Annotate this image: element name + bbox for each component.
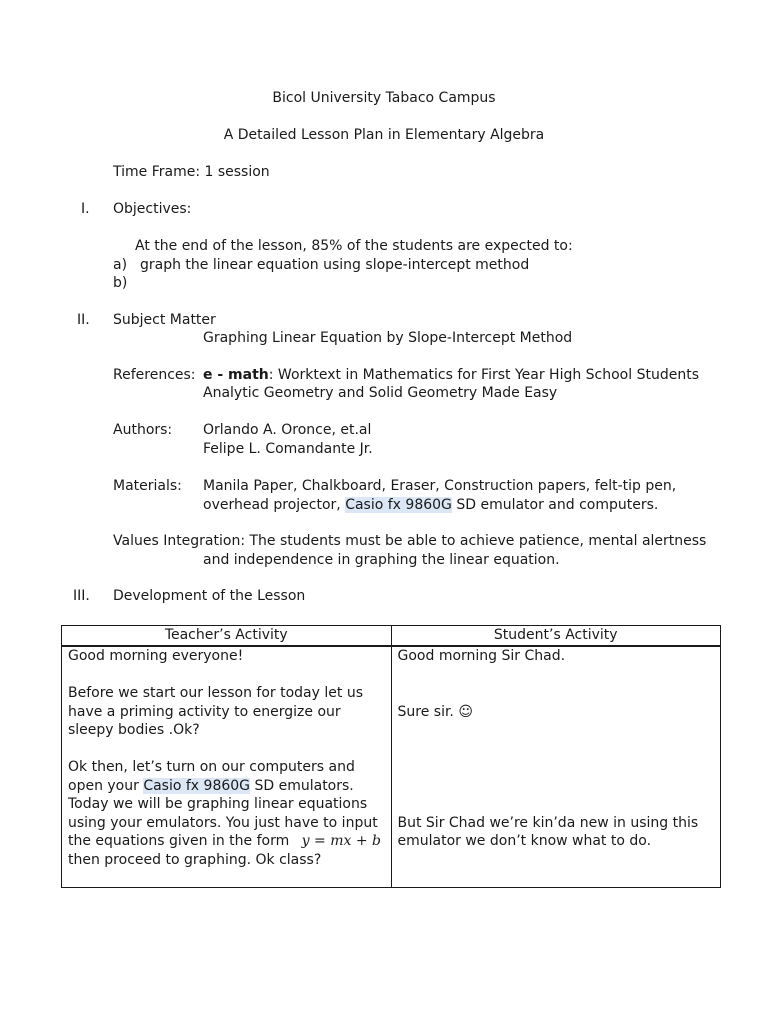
subject-topic: Graphing Linear Equation by Slope-Intercept Method	[203, 330, 573, 346]
section-numeral-i: I.	[81, 201, 90, 217]
materials-highlight: Casio fx 9860G	[345, 497, 452, 513]
values-integration-line-2: and independence in graphing the linear equation.	[203, 552, 560, 568]
subject-matter-heading: Subject Matter	[113, 312, 216, 328]
materials-line-1: Manila Paper, Chalkboard, Eraser, Construction papers, felt-tip pen,	[203, 478, 677, 494]
teacher-greeting: Good morning everyone!	[68, 648, 244, 664]
values-integration-line-1: Values Integration: The students must be able to achieve patience, mental alertness	[113, 533, 707, 549]
institution-name: Bicol University Tabaco Campus	[272, 90, 496, 106]
activity-table	[61, 625, 721, 888]
student-greeting: Good morning Sir Chad.	[397, 648, 566, 664]
teacher-instructions-pre: Ok then, let’s turn on our computers and open your	[68, 759, 355, 794]
materials-line-2-post: SD emulator and computers.	[451, 497, 659, 513]
teacher-instructions-post: SD emulators. Today we will be graphing linear equations using your emulators. You just have to input the equations given in the form	[68, 777, 378, 849]
materials-line-2	[203, 496, 658, 514]
student-response-help: But Sir Chad we’re kin’da new in using this emulator we don’t know what to do.	[397, 814, 699, 849]
objectives-heading: Objectives:	[113, 201, 192, 217]
teacher-activity-cell	[62, 646, 392, 888]
reference-2: Analytic Geometry and Solid Geometry Made Easy	[203, 385, 558, 401]
section-numeral-ii: II.	[77, 312, 90, 328]
student-response-sure: Sure sir. ☺	[397, 703, 473, 720]
student-activity-header: Student’s Activity	[391, 626, 721, 647]
author-2: Felipe L. Comandante Jr.	[203, 441, 373, 457]
teacher-priming: Before we start our lesson for today let us have a priming activity to energize our sleepy bodies .Ok?	[68, 685, 363, 738]
section-numeral-iii: III.	[73, 588, 90, 604]
teacher-activity-header: Teacher’s Activity	[62, 626, 392, 647]
document-title: A Detailed Lesson Plan in Elementary Algebra	[223, 127, 545, 143]
objective-a-text: graph the linear equation using slope-intercept method	[140, 257, 530, 273]
teacher-instructions	[68, 758, 384, 851]
teacher-instructions-end: then proceed to graphing. Ok class?	[68, 851, 322, 868]
table-header-row	[62, 626, 721, 647]
student-activity-cell	[391, 646, 721, 888]
table-row	[62, 646, 721, 888]
reference-1-title: e - math	[203, 367, 269, 383]
objective-b-marker: b)	[113, 275, 128, 291]
objective-a-marker: a)	[113, 257, 128, 273]
reference-1-rest: : Worktext in Mathematics for First Year High School Students	[268, 367, 699, 383]
time-frame: Time Frame: 1 session	[113, 164, 270, 180]
equation-formula: y = mx + b	[301, 833, 381, 849]
reference-1	[203, 366, 699, 384]
materials-label: Materials:	[113, 478, 182, 494]
author-1: Orlando A. Oronce, et.al	[203, 422, 372, 438]
materials-line-2-pre: overhead projector,	[203, 497, 346, 513]
objectives-intro: At the end of the lesson, 85% of the students are expected to:	[135, 238, 573, 254]
authors-label: Authors:	[113, 422, 173, 438]
references-label: References:	[113, 367, 196, 383]
teacher-instructions-highlight: Casio fx 9860G	[143, 777, 251, 794]
development-heading: Development of the Lesson	[113, 588, 306, 604]
